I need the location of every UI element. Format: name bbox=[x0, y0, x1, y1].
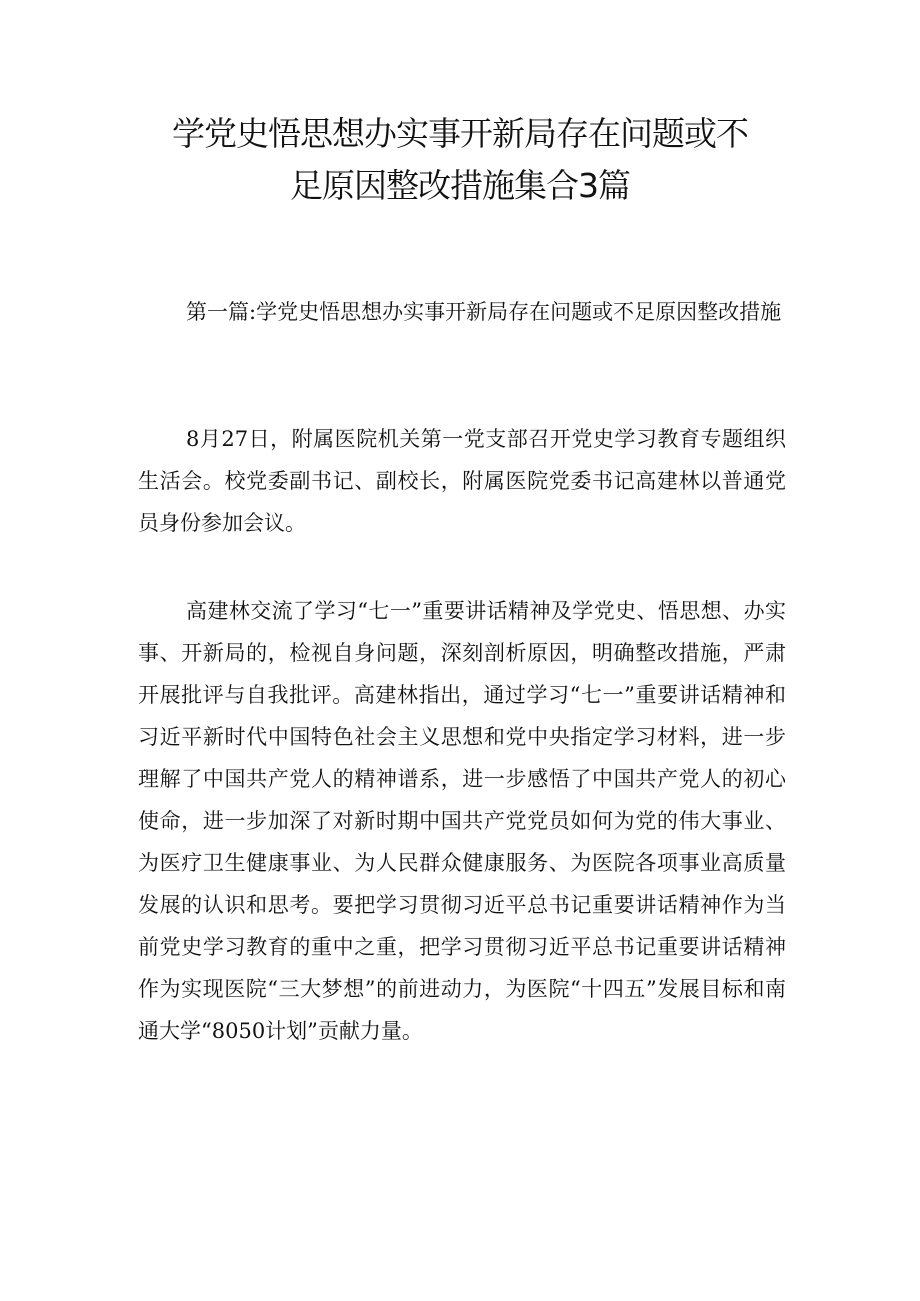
document-title bbox=[120, 108, 800, 212]
paragraph-section-heading: 第一篇:学党史悟思想办实事开新局存在问题或不足原因整改措施 bbox=[186, 300, 782, 324]
title-line-2: 足原因整改措施集合3篇 bbox=[290, 166, 630, 205]
paragraph-meeting-intro: 8月27日，附属医院机关第一党支部召开党史学习教育专题组织生活会。校党委副书记、副校长，附属医院党委书记高建林以普通党员身份参加会议。 bbox=[138, 427, 786, 535]
title-line-1: 学党史悟思想办实事开新局存在问题或不 bbox=[172, 114, 748, 153]
paragraph-meeting-content: 高建林交流了学习“七一”重要讲话精神及学党史、悟思想、办实事、开新局的，检视自身问题，深刻剖析原因，明确整改措施，严肃开展批评与自我批评。高建林指出，通过学习“七一”重要讲话精神和习近平新时代中国特色社会主义思想和党中央指定学习材料，进一步理解了中国共产党人的精神谱系，进一步感悟了中国共产党人的初心使命，进一步加深了对新时期中国共产党党员如何为党的伟大事业、为医疗卫生健康事业、为人民群众健康服务、为医院各项事业高质量发展的认识和思考。要把学习贯彻习近平总书记重要讲话精神作为当前党史学习教育的重中之重，把学习贯彻习近平总书记重要讲话精神作为实现医院“三大梦想”的前进动力，为医院“十四五”发展目标和南通大学“8050计划”贡献力量。 bbox=[138, 599, 786, 1043]
